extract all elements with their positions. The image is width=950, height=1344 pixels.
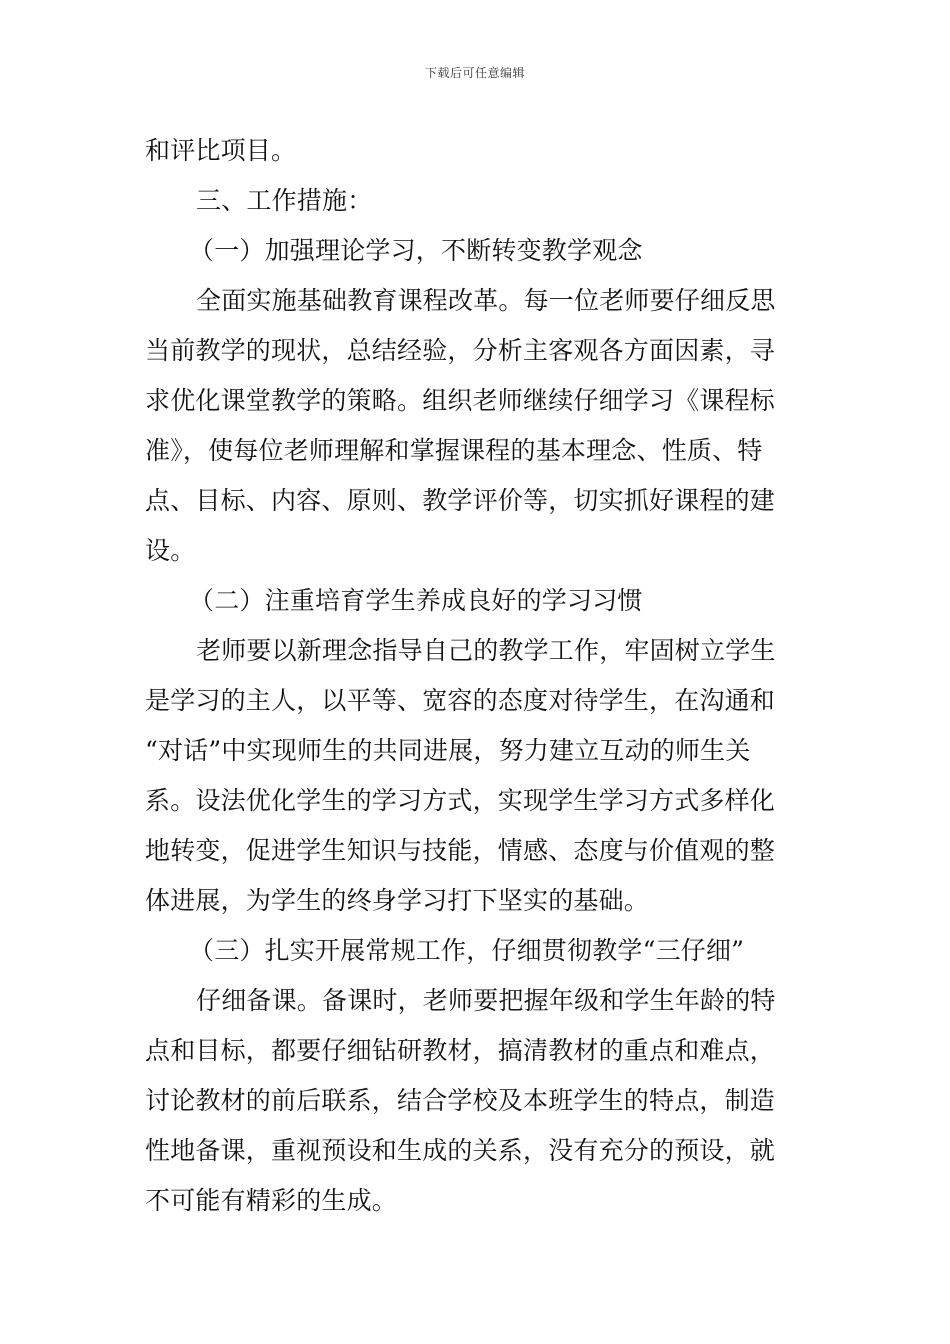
paragraph-line: “对话”中实现师生的共同进展，努力建立互动的师生关 xyxy=(145,736,751,765)
subsection-heading: （三）扎实开展常规工作，仔细贯彻教学“三仔细” xyxy=(189,936,745,965)
paragraph-line: 求优化课堂教学的策略。组织老师继续仔细学习《课程标 xyxy=(145,386,776,415)
paragraph-line: 不可能有精彩的生成。 xyxy=(145,1186,398,1215)
paragraph-line: 是学习的主人，以平等、宽容的态度对待学生，在沟通和 xyxy=(145,686,776,715)
subsection-heading: （二）注重培育学生养成良好的学习习惯 xyxy=(189,586,643,615)
subsection-heading: （一）加强理论学习，不断转变教学观念 xyxy=(189,236,643,265)
paragraph-line: 地转变，促进学生知识与技能，情感、态度与价值观的整 xyxy=(145,836,776,865)
paragraph-line: 设。 xyxy=(145,536,196,565)
paragraph-line: 准》，使每位老师理解和掌握课程的基本理念、性质、特 xyxy=(145,436,763,465)
section-heading: 三、工作措施： xyxy=(196,186,373,215)
paragraph-line: 点和目标，都要仔细钻研教材，搞清教材的重点和难点， xyxy=(145,1036,776,1065)
paragraph-line: 点、目标、内容、原则、教学评价等，切实抓好课程的建 xyxy=(145,486,776,515)
paragraph-line: 系。设法优化学生的学习方式，实现学生学习方式多样化 xyxy=(145,786,776,815)
paragraph-line: 当前教学的现状，总结经验，分析主客观各方面因素，寻 xyxy=(145,336,776,365)
paragraph-line: 和评比项目。 xyxy=(145,136,297,165)
paragraph-line: 仔细备课。备课时，老师要把握年级和学生年龄的特 xyxy=(196,986,776,1015)
document-body xyxy=(145,126,809,1226)
paragraph-line: 讨论教材的前后联系，结合学校及本班学生的特点，制造 xyxy=(145,1086,776,1115)
paragraph-line: 体进展，为学生的终身学习打下坚实的基础。 xyxy=(145,886,650,915)
paragraph-line: 老师要以新理念指导自己的教学工作，牢固树立学生 xyxy=(196,636,776,665)
paragraph-line: 全面实施基础教育课程改革。每一位老师要仔细反思 xyxy=(196,286,776,315)
paragraph-line: 性地备课，重视预设和生成的关系，没有充分的预设，就 xyxy=(145,1136,776,1165)
page-header: 下载后可任意编辑 xyxy=(424,66,525,80)
